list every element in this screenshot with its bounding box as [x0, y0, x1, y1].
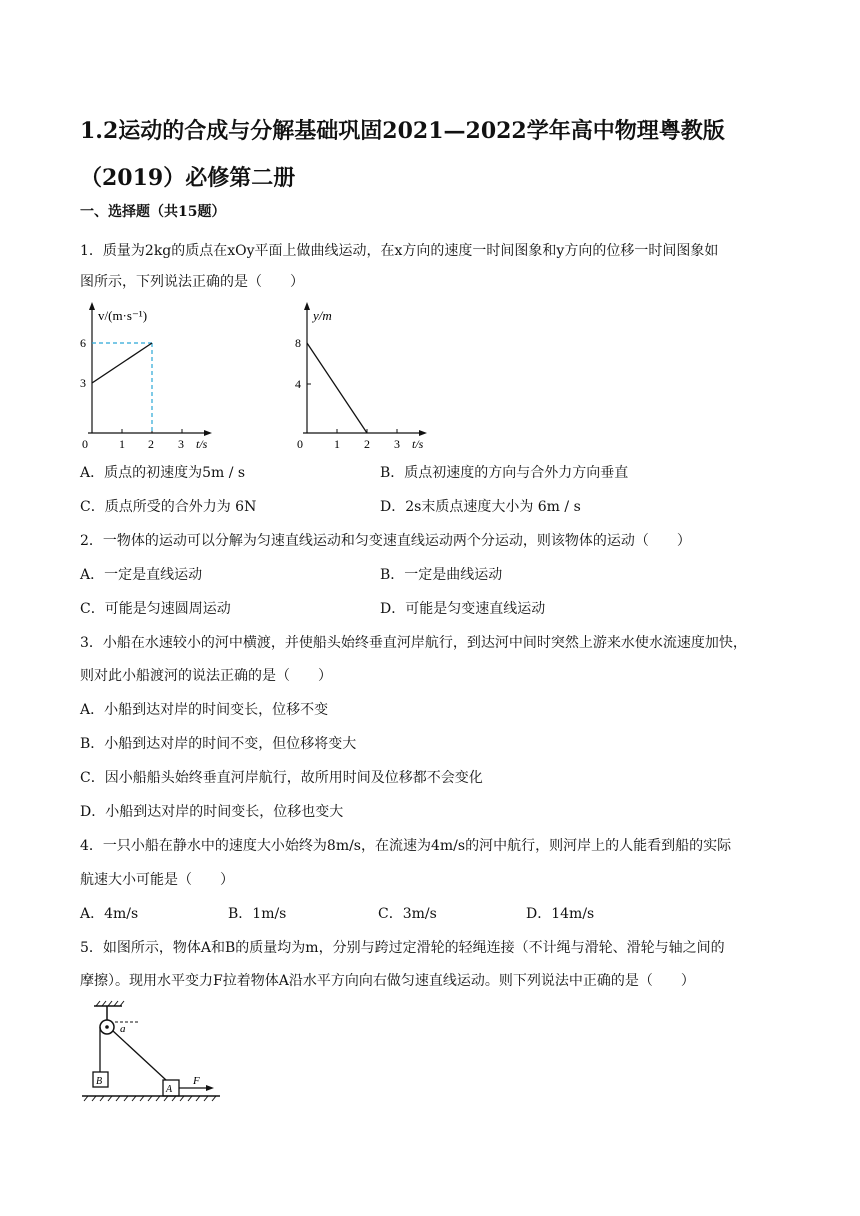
q4-option-b[interactable]: B．1m/s	[228, 906, 287, 922]
tick-y-8: 8	[295, 336, 301, 350]
q1-option-d[interactable]: D．2s末质点速度大小为 6m / s	[380, 499, 581, 515]
tick-3: 3	[178, 437, 184, 448]
page-title: 1.2运动的合成与分解基础巩固2021—2022学年高中物理粤教版（2019）必修第二册	[80, 118, 725, 191]
tick-y-4: 4	[295, 377, 301, 391]
q3-line2: 则对此小船渡河的说法正确的是（ ）	[80, 668, 332, 684]
tick-2: 2	[364, 437, 370, 448]
q3-line1: 3．小船在水速较小的河中横渡，并使船头始终垂直河岸航行，到达河中间时突然上游来水使水流速度加快，	[80, 635, 747, 651]
t-axis-arrow	[419, 430, 427, 436]
q4-line1: 4．一只小船在静水中的速度大小始终为8m/s，在流速为4m/s的河中航行，则河岸上的人能看到船的实际	[80, 838, 732, 854]
t-axis-arrow	[204, 430, 212, 436]
displacement-time-chart	[293, 300, 443, 448]
velocity-line	[92, 343, 152, 383]
angle-label: a	[120, 1023, 126, 1035]
block-b-label: B	[96, 1076, 103, 1087]
q4-option-c[interactable]: C．3m/s	[378, 906, 437, 922]
v-axis-arrow	[89, 302, 95, 310]
velocity-time-chart	[80, 300, 230, 448]
q1-line2: 图所示，下列说法正确的是（ ）	[80, 274, 304, 290]
tick-0: 0	[82, 437, 88, 448]
q1-option-a[interactable]: A．质点的初速度为5m / s	[80, 465, 246, 481]
q2-option-b[interactable]: B．一定是曲线运动	[380, 567, 503, 583]
q3-option-a[interactable]: A．小船到达对岸的时间变长，位移不变	[80, 702, 329, 718]
v-axis-label: v/(m·s⁻¹)	[98, 308, 148, 323]
q3-option-d[interactable]: D．小船到达对岸的时间变长，位移也变大	[80, 804, 344, 820]
q1-line1: 1．质量为2kg的质点在xOy平面上做曲线运动，在x方向的速度一时间图象和y方向的位移一时间图象如	[80, 243, 719, 259]
force-arrowhead	[206, 1085, 214, 1091]
tick-3: 3	[394, 437, 400, 448]
pulley-axle	[105, 1025, 109, 1029]
q4-line2: 航速大小可能是（ ）	[80, 872, 234, 888]
q2-option-a[interactable]: A．一定是直线运动	[80, 567, 203, 583]
q1-option-c[interactable]: C．质点所受的合外力为 6N	[80, 499, 257, 515]
tick-1: 1	[119, 437, 125, 448]
q4-option-a[interactable]: A．4m/s	[80, 906, 139, 922]
y-axis-arrow	[304, 302, 310, 310]
pulley-figure	[80, 1000, 230, 1110]
q5-line2: 摩擦）。现用水平变力F拉着物体A沿水平方向向右做匀速直线运动。则下列说法中正确的是（ ）	[80, 973, 695, 989]
q2-option-c[interactable]: C．可能是匀速圆周运动	[80, 601, 231, 617]
t-axis-label: t/s	[412, 437, 424, 448]
t-axis-label: t/s	[196, 437, 208, 448]
tick-y-6: 6	[80, 336, 86, 350]
q2-option-d[interactable]: D．可能是匀变速直线运动	[380, 601, 546, 617]
q2-line1: 2．一物体的运动可以分解为匀速直线运动和匀变速直线运动两个分运动，则该物体的运动（ ）	[80, 533, 691, 549]
q3-option-c[interactable]: C．因小船船头始终垂直河岸航行，故所用时间及位移都不会变化	[80, 770, 483, 786]
tick-2: 2	[148, 437, 154, 448]
q5-line1: 5．如图所示，物体A和B的质量均为m，分别与跨过定滑轮的轻绳连接（不计绳与滑轮、滑轮与轴之间的	[80, 940, 725, 956]
block-a-label: A	[166, 1084, 173, 1095]
y-axis-label: y/m	[313, 308, 332, 323]
rope-a	[113, 1031, 166, 1080]
q1-option-b[interactable]: B．质点初速度的方向与合外力方向垂直	[380, 465, 629, 481]
force-label: F	[193, 1075, 200, 1087]
tick-y-3: 3	[80, 376, 86, 390]
displacement-line	[307, 343, 367, 433]
tick-0: 0	[297, 437, 303, 448]
section-heading: 一、选择题（共15题）	[80, 204, 226, 220]
q4-option-d[interactable]: D．14m/s	[526, 906, 595, 922]
tick-1: 1	[334, 437, 340, 448]
q3-option-b[interactable]: B．小船到达对岸的时间不变，但位移将变大	[80, 736, 357, 752]
